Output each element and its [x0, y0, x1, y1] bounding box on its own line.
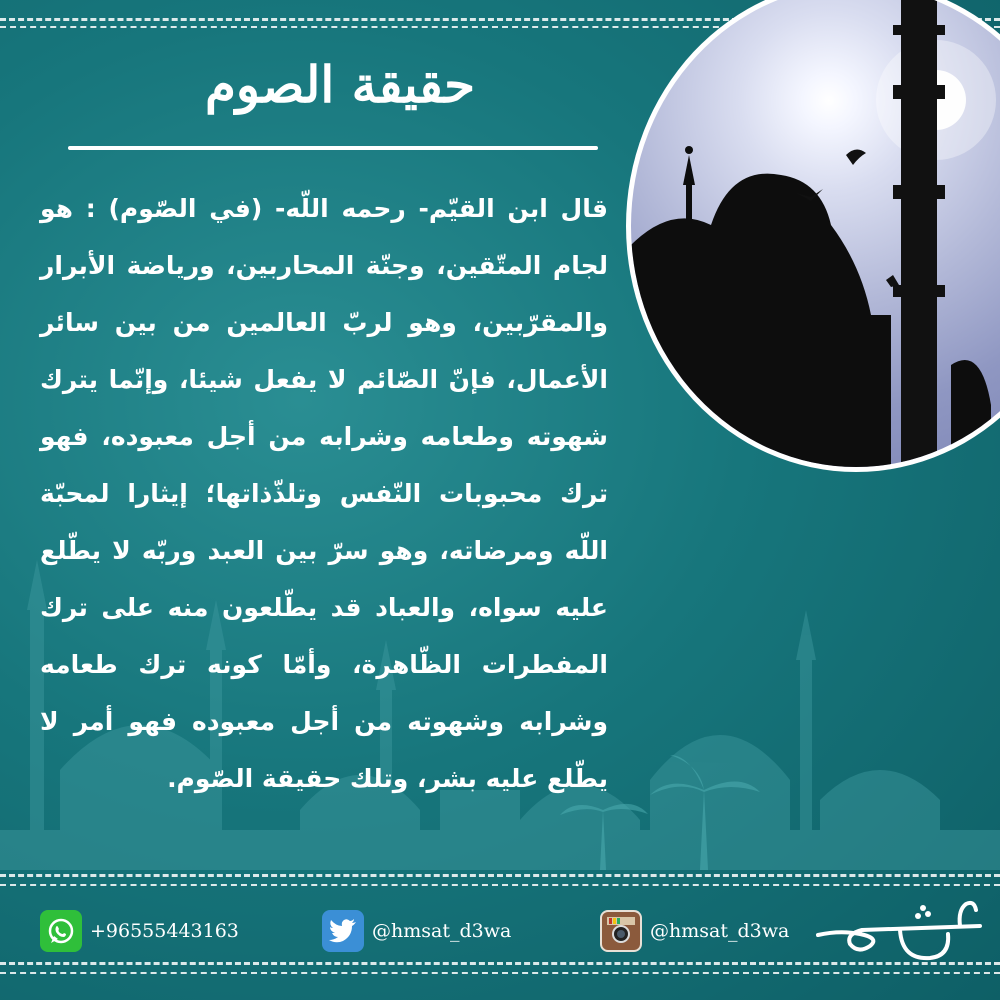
whatsapp-number: +96555443163 [90, 920, 239, 942]
whatsapp-contact[interactable] [40, 910, 239, 952]
twitter-handle: @hmsat_d3wa [372, 920, 512, 942]
page-title: حقيقة الصوم [204, 55, 476, 114]
twitter-icon [322, 910, 364, 952]
title-underline [68, 146, 598, 150]
hamsa-logo [810, 890, 990, 970]
instagram-icon [600, 910, 642, 952]
whatsapp-icon [40, 910, 82, 952]
footer-divider-top [0, 874, 1000, 877]
mosque-photo [626, 0, 1000, 472]
quote-text: قال ابن القيّم- رحمه اللّه- (في الصّوم) : هو لجام المتّقين، وجنّة المحاربين، ورياضة الأبرار والمقرّبين، وهو لربّ العالمين من بين سائر الأعمال، فإنّ الصّائم لا يفعل شيئا، وإنّما يترك شهوته وطعامه وشرابه من أجل معبوده، فهو ترك محبوبات النّفس وتلذّذاتها؛ إيثارا لمحبّة اللّه ومرضاته، وهو سرّ بين العبد وربّه لا يطّلع عليه سواه، والعباد قد يطّلعون منه على ترك المفطرات الظّاهرة، وأمّا كونه ترك طعامه وشرابه وشهوته من أجل معبوده فهو أمر لا يطّلع عليه بشر، وتلك حقيقة الصّوم. [40, 194, 608, 793]
footer-divider-top-2 [0, 884, 1000, 886]
instagram-handle: @hmsat_d3wa [650, 920, 790, 942]
instagram-contact[interactable] [600, 910, 789, 952]
footer-divider-bottom-2 [0, 972, 1000, 974]
twitter-contact[interactable] [322, 910, 511, 952]
